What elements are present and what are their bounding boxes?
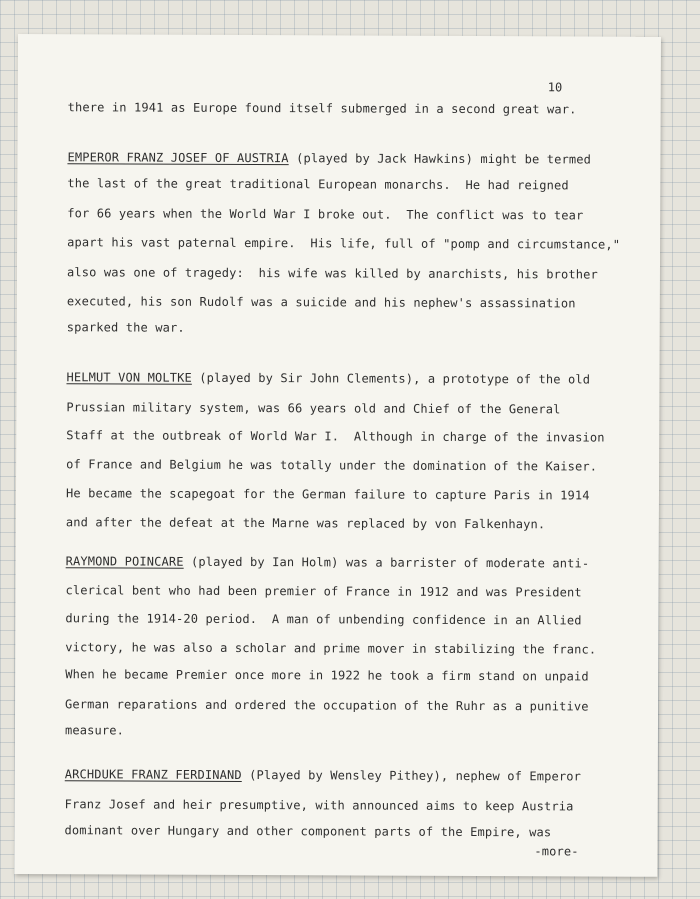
text-line: Franz Josef and heir presumptive, with announced aims to keep Austria — [64, 797, 574, 814]
text-line: Prussian military system, was 66 years old and Chief of the General — [66, 400, 561, 417]
text-line: German reparations and ordered the occupation of the Ruhr as a punitive — [65, 697, 589, 714]
text-line: during the 1914-20 period. A man of unbending confidence in an Allied — [65, 611, 582, 628]
paragraph-franz-josef-heading-line — [67, 151, 591, 165]
paragraph-franz-ferdinand-heading-line — [65, 768, 581, 782]
name-franz-josef: EMPEROR FRANZ JOSEF OF AUSTRIA — [67, 150, 289, 166]
name-franz-ferdinand: ARCHDUKE FRANZ FERDINAND — [64, 767, 242, 782]
text-line: victory, he was also a scholar and prime mover in stabilizing the franc. — [65, 640, 597, 657]
text-line: measure. — [64, 723, 124, 738]
text-line: apart his vast paternal empire. His life, full of "pomp and circumstance," — [67, 235, 621, 252]
typewritten-page — [14, 34, 661, 877]
text-line: dominant over Hungary and other component parts of the Empire, was — [64, 823, 552, 840]
paragraph-moltke-heading-line — [66, 371, 590, 385]
text-line: (played by Jack Hawkins) might be termed — [288, 151, 592, 167]
text-line: Staff at the outbreak of World War I. Although in charge of the invasion — [66, 428, 605, 445]
text-line: for 66 years when the World War I broke out. The conflict was to tear — [67, 206, 584, 223]
text-line: clerical bent who had been premier of France in 1912 and was President — [65, 583, 582, 600]
text-line: of France and Belgium he was totally under the domination of the Kaiser. — [66, 457, 598, 474]
text-line: and after the defeat at the Marne was replaced by von Falkenhayn. — [65, 515, 546, 532]
text-line: He became the scapegoat for the German failure to capture Paris in 1914 — [65, 486, 590, 503]
text-line: also was one of tragedy: his wife was killed by anarchists, his brother — [66, 265, 598, 282]
text-line: (Played by Wensley Pithey), nephew of Emperor — [241, 767, 582, 784]
name-poincare: RAYMOND POINCARE — [65, 554, 184, 569]
text-line: sparked the war. — [66, 320, 185, 335]
text-line: (played by Sir John Clements), a prototype of the old — [191, 370, 591, 387]
more-marker: -more- — [534, 844, 579, 859]
name-moltke: HELMUT VON MOLTKE — [66, 370, 192, 385]
text-line: the last of the great traditional European monarchs. He had reigned — [67, 176, 569, 193]
text-line: there in 1941 as Europe found itself submerged in a second great war. — [67, 100, 577, 117]
text-line: When he became Premier once more in 1922 he took a firm stand on unpaid — [65, 667, 589, 684]
paragraph-poincare-heading-line — [66, 555, 590, 569]
text-line: (played by Ian Holm) was a barrister of moderate anti- — [183, 554, 590, 571]
text-line: executed, his son Rudolf was a suicide and his nephew's assassination — [66, 294, 576, 311]
page-number: 10 — [547, 80, 563, 95]
